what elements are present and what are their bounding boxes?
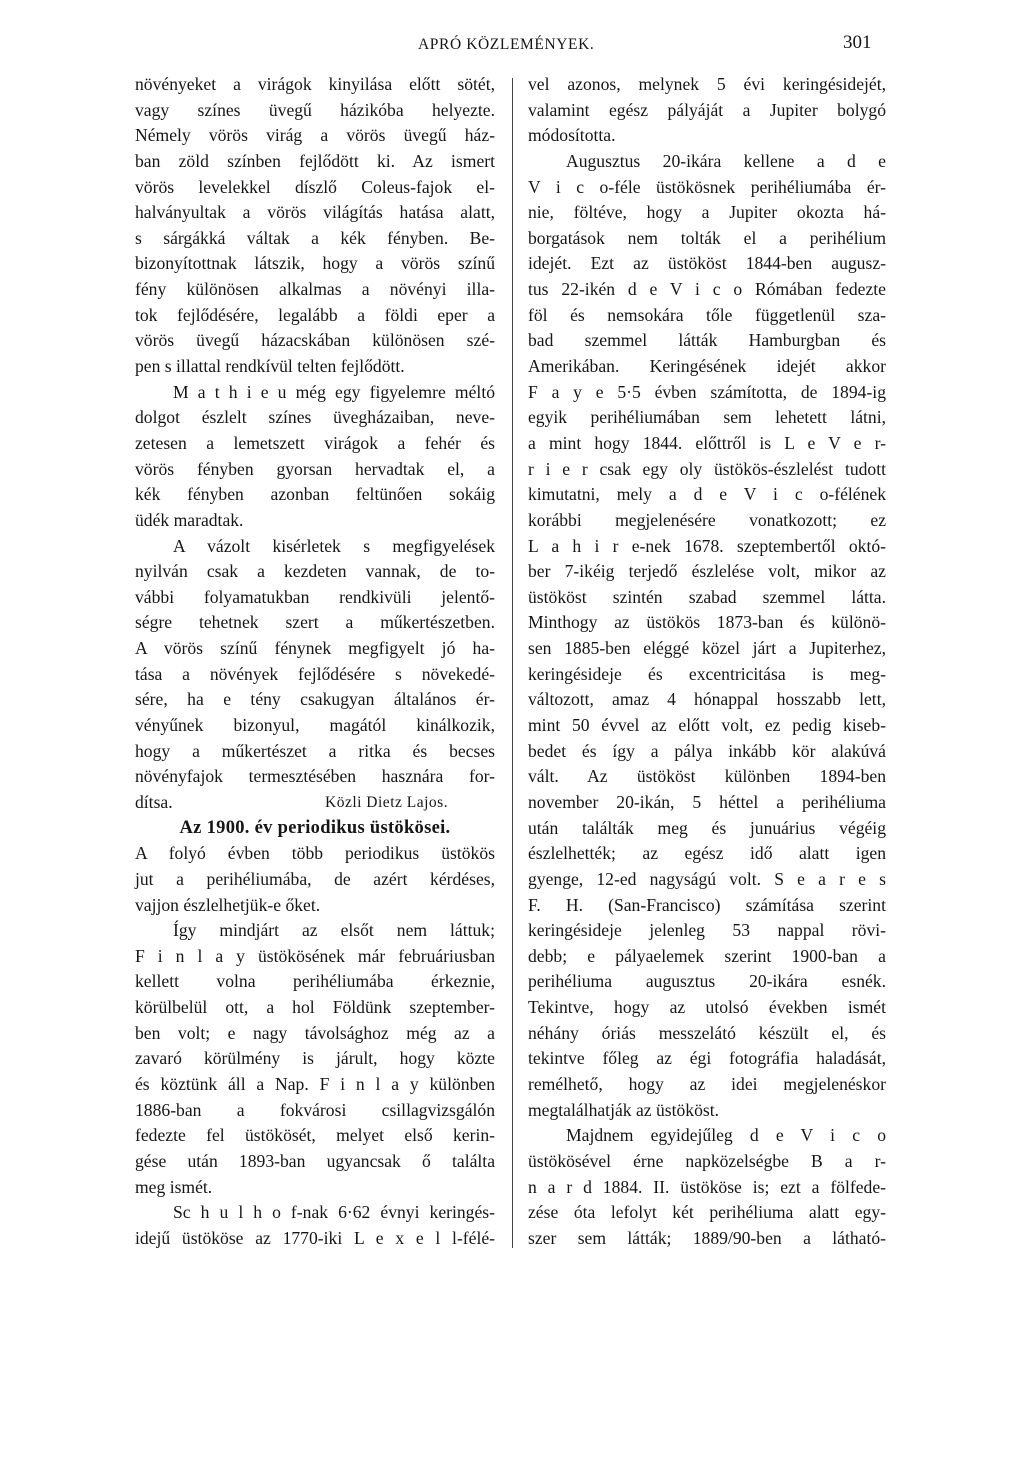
page-number: 301 (843, 32, 872, 53)
text-line: üdék maradtak. (135, 509, 244, 530)
text-line: zavaró körülmény is járult, hogy közte (135, 1048, 495, 1069)
text-line: n a r d 1884. II. üstököse is; ezt a fölfede- (528, 1176, 886, 1197)
text-line: észlelhették; az egész idő alatt igen (528, 843, 886, 864)
text-line: bad szemmel látták Hamburgban és (528, 330, 886, 351)
text-line: föl és nemsokára tőle függetlenül sza- (528, 304, 886, 325)
text-line: Augusztus 20-ikára kellene a d e (566, 150, 886, 171)
text-line: idejét. Ezt az üstököst 1844-ben augusz- (528, 253, 886, 274)
text-line: megtalálhatják az üstököst. (528, 1099, 720, 1120)
text-line: vált. Az üstököst különben 1894-ben (528, 766, 886, 787)
text-line: A vörös színű fénynek megfigyelt jó ha- (135, 638, 495, 659)
text-line: valamint egész pályáját a Jupiter bolygó (528, 99, 886, 120)
text-line: után találták meg és junuárius végéig (528, 817, 886, 838)
column-divider (512, 78, 513, 1248)
text-line: kellett volna perihéliumába érkeznie, (135, 971, 495, 992)
text-line: növényeket a virágok kinyilása előtt sötét, (135, 74, 495, 94)
text-line: zetesen a lemetszett virágok a fehér és (135, 432, 495, 453)
text-line: nie, föltéve, hogy a Jupiter okozta há- (528, 202, 886, 223)
text-line: ban zöld színben fejlődött ki. Az ismert (135, 150, 495, 171)
text-line: fény különösen alkalmas a növényi illa- (135, 279, 495, 300)
text-line: A vázolt kisérletek s megfigyelések (173, 535, 495, 556)
author-signature: Közli Dietz Lajos. (325, 793, 449, 811)
text-line: gyenge, 12-ed nagyságú volt. S e a r e s (528, 868, 886, 889)
text-line: ben volt; e nagy távolsághoz még az a (135, 1022, 495, 1043)
text-line: bizonyítottnak látszik, hogy a vörös színű (135, 253, 495, 274)
text-line: üstököst szintén szabad szemmel látta. (528, 586, 886, 607)
right-column (528, 72, 886, 1251)
text-line: Majdnem egyidejűleg d e V i c o (566, 1125, 886, 1146)
text-line: növényfajok termesztésében hasznára for- (135, 766, 495, 787)
text-line: gése után 1893-ban ugyancsak ő találta (135, 1150, 495, 1171)
text-line: 1886-ban a fokvárosi csillagvizsgálón (135, 1099, 495, 1120)
text-line: debb; e pályaelemek szerint 1900-ban a (528, 945, 886, 966)
text-line: körülbelül ott, a hol Földünk szeptember- (135, 997, 495, 1018)
text-line: dítsa. (135, 791, 173, 812)
text-line: vábbi folyamatukban rendkivüli jelentő- (135, 586, 495, 607)
text-line: üstökösével érne napközelségbe B a r- (528, 1150, 886, 1171)
text-line: vörös fényben gyorsan hervadtak el, a (135, 458, 495, 479)
left-column (135, 72, 495, 1251)
text-line: meg ismét. (135, 1176, 213, 1197)
text-line: Amerikában. Keringésének idejét akkor (528, 356, 886, 377)
text-line: kék fényben azonban feltünően sokáig (135, 484, 495, 505)
text-line: F a y e 5·5 évben számította, de 1894-ig (528, 381, 886, 402)
text-line: hogy a műkertészet a ritka és becses (135, 740, 495, 761)
text-line: A folyó évben több periodikus üstökös (135, 843, 495, 864)
text-line: r i e r csak egy oly üstökös-észlelést tudott (528, 458, 886, 479)
text-line: vörös üvegű házacskában különösen szé- (135, 330, 495, 351)
text-line: pen s illattal rendkívül telten fejlődött. (135, 356, 405, 377)
signature-line (135, 790, 495, 816)
text-line: vajjon észlelhetjük-e őket. (135, 894, 321, 915)
text-line: F. H. (San-Francisco) számítása szerint (528, 894, 886, 915)
text-line: Némely vörös virág a vörös üvegű ház- (135, 125, 495, 146)
text-line: kimutatni, mely a d e V i c o-félének (528, 484, 886, 505)
text-line: borgatások nem tolták el a perihélium (528, 227, 886, 248)
text-line: nyilván csak a kezdeten vannak, de to- (135, 561, 495, 582)
text-line: a mint hogy 1844. előttről is L e V e r- (528, 432, 886, 453)
text-line: V i c o-féle üstökösnek perihéliumába ér- (528, 176, 886, 197)
text-line: vényűnek bizonyul, magától kinálkozik, (135, 715, 495, 736)
text-line: perihéliuma augusztus 20-ikára esnék. (528, 971, 886, 992)
text-line: zése óta lefolyt két perihéliuma alatt egy- (528, 1202, 886, 1223)
text-line: Sc h u l h o f-nak 6·62 évnyi keringés- (173, 1202, 495, 1223)
text-line: ber 7-ikéig terjedő észlelése volt, mikor az (528, 561, 886, 582)
text-line: egyik perihéliumában sem lehetett látni, (528, 407, 886, 428)
text-line: korábbi megjelenésére vonatkozott; ez (528, 509, 886, 530)
text-line: néhány óriás messzelátó készült el, és (528, 1022, 886, 1043)
text-line: vagy színes üvegű házikóba helyezte. (135, 99, 495, 120)
text-line: L a h i r e-nek 1678. szeptembertől októ- (528, 535, 886, 556)
text-line: ségre tehetnek szert a műkertészetben. (135, 612, 495, 633)
text-line: fedezte fel üstökösét, melyet első kerin- (135, 1125, 495, 1146)
text-line: bedet és így a pálya inkább kör alakúvá (528, 740, 886, 761)
text-line: F i n l a y üstökösének már februáriusban (135, 945, 495, 966)
text-line: sére, ha e tény csakugyan általános ér- (135, 689, 495, 710)
text-line: keringésideje jelenleg 53 nappal rövi- (528, 920, 886, 941)
text-line: Így mindjárt az elsőt nem láttuk; (173, 920, 495, 941)
text-line: és köztünk áll a Nap. F i n l a y különben (135, 1073, 495, 1094)
text-line: tok fejlődésére, legalább a földi eper a (135, 304, 495, 325)
text-line: halványultak a vörös világítás hatása alatt, (135, 202, 495, 223)
text-line: Minthogy az üstökös 1873-ban és különö- (528, 612, 886, 633)
text-line: szer sem látták; 1889/90-ben a látható- (528, 1227, 886, 1248)
text-line: keringésideje és excentricitása is meg- (528, 663, 886, 684)
page-header (0, 30, 1024, 62)
running-head: APRÓ KÖZLEMÉNYEK. (418, 36, 595, 53)
text-line: tus 22-ikén d e V i c o Rómában fedezte (528, 279, 886, 300)
text-line: remélhető, hogy az idei megjelenéskor (528, 1073, 886, 1094)
text-line: november 20-ikán, 5 héttel a perihéliuma (528, 791, 886, 812)
text-line: M a t h i e u még egy figyelemre méltó (173, 381, 495, 402)
text-line: Tekintve, hogy az utolsó években ismét (528, 997, 886, 1018)
text-line: sen 1885-ben eléggé közel járt a Jupiterhez, (528, 638, 886, 659)
section-title: Az 1900. év periodikus üstökösei. (179, 817, 451, 838)
text-line: idejű üstököse az 1770-iki L e x e l l-félé- (135, 1227, 495, 1248)
text-line: dolgot észlelt színes üvegházaiban, neve- (135, 407, 495, 428)
text-line: változott, amaz 4 hónappal hosszabb lett, (528, 689, 886, 710)
text-line: vel azonos, melynek 5 évi keringésidejét, (528, 74, 886, 94)
text-line: vörös levelekkel díszlő Coleus-fajok el- (135, 176, 495, 197)
text-line: s sárgákká váltak a kék fényben. Be- (135, 227, 495, 248)
text-line: tása a növények fejlődésére s növekedé- (135, 663, 495, 684)
text-line: mint 50 évvel az előtt volt, ez pedig kiseb- (528, 715, 886, 736)
text-line: módosította. (528, 125, 616, 146)
text-line: jut a perihéliumába, de azért kérdéses, (135, 868, 495, 889)
text-line: tekintve főleg az égi fotográfia haladását, (528, 1048, 886, 1069)
